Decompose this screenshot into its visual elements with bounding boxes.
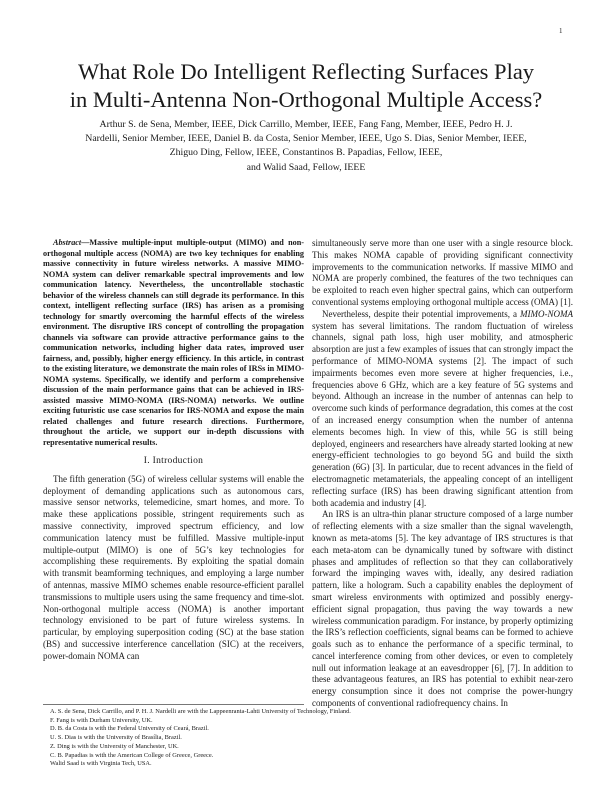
footnote-affiliation: A. S. de Sena, Dick Carrillo, and P. H. J. Nardelli are with the Lappeenranta-Lahti University of Technology, Finland.	[50, 708, 351, 715]
intro-paragraph-1-continued: simultaneously serve more than one user with a single resource block. This makes NOMA capable of providing significant connectivity improvements to the communication networks. If massive MIMO and NOMA are properly combined, the features of the two techniques can be exploited to reach even higher spectral gains, which can outperform conventional systems employing orthogonal multiple access (OMA) [1].	[312, 238, 573, 307]
paper-title	[40, 58, 572, 114]
para2-start: Nevertheless, despite their potential improvements, a	[322, 308, 520, 319]
left-column	[43, 238, 304, 663]
footnote-affiliation: U. S. Dias is with the University of Brasília, Brazil.	[50, 734, 182, 742]
footnote-affiliation: F. Fang is with Durham University, UK.	[50, 716, 153, 724]
title-line-2: in Multi-Antenna Non-Orthogonal Multiple Access?	[69, 87, 543, 112]
intro-paragraph-1: The fifth generation (5G) of wireless cellular systems will enable the deployment of demanding applications such as autonomous cars, massive sensor networks, telemedicine, smart homes, and more. To make these applications possible, stringent requirements such as massive connectivity, improved spectrum efficiency, and low communication latency must be fulfilled. Massive multiple-input multiple-output (MIMO) is one of 5G’s key technologies for accomplishing these requirements. By exploiting the spatial domain with transmit beamforming techniques, and employing a large number of antennas, massive MIMO schemes enable resource-efficient parallel transmissions to multiple users using the same frequency and time-slot. Non-orthogonal multiple access (NOMA) is another important technology envisioned to be part of future wireless systems. In particular, by employing superposition coding (SC) at the base station (BS) and successive interference cancellation (SIC) at the receivers, power-domain NOMA can	[43, 473, 304, 661]
abstract	[43, 238, 304, 448]
author-line-3: Zhiguo Ding, Fellow, IEEE, Constantinos B. Papadias, Fellow, IEEE,	[169, 147, 443, 159]
para2-rest: system has several limitations. The random fluctuation of wireless channels, signal path loss, high user mobility, and atmospheric absorption are just a few examples of issues that can strongly impact the performance of MIMO-NOMA systems [2]. The impact of such impairments becomes even more severe at higher frequencies, i.e., frequencies above 6 GHz, which are a key feature of 5G systems and beyond. Although an increase in the number of antennas can help to overcome such kinds of performance degradation, this comes at the cost of an increased energy consumption when the number of antenna elements becomes high. In view of this, while 5G is still being deployed, engineers and researchers have already started looking at new energy-efficient technologies to go beyond 5G and build the sixth generation (6G) [3]. In particular, due to recent advances in the field of electromagnetic metamaterials, the appealing concept of an intelligent reflecting surface (IRS) has been drawing significant attention from both academia and industry [4].	[312, 320, 573, 508]
author-line-2: Nardelli, Senior Member, IEEE, Daniel B. da Costa, Senior Member, IEEE, Ugo S. Dias, Senior Member, IEEE,	[85, 133, 527, 145]
footnote-affiliation: Z. Ding is with the University of Manchester, UK.	[50, 742, 179, 750]
footnote-affiliation: Walid Saad is with Virginia Tech, USA.	[50, 760, 152, 768]
abstract-text: —Massive multiple-input multiple-output (MIMO) and non-orthogonal multiple access (NOMA) are two key techniques for enabling massive connectivity in future wireless networks. A massive MIMO-NOMA system can deliver remarkable spectral improvements and low communication latency. Nevertheless, the uncontrollable stochastic behavior of the wireless channels can still degrade its performance. In this context, intelligent reflecting surface (IRS) has arisen as a promising technology for smartly overcoming the harmful effects of the wireless environment. The disruptive IRS concept of controlling the propagation channels via software can provide attractive performance gains to the communication networks, including higher data rates, improved user fairness, and, possibly, higher energy efficiency. In this article, in contrast to the existing literature, we demonstrate the main roles of IRSs in MIMO-NOMA systems. Specifically, we identify and perform a comprehensive discussion of the main performance gains that can be achieved in IRS-assisted massive MIMO-NOMA (IRS-NOMA) networks. We outline exciting futuristic use case scenarios for IRS-NOMA and expose the main related challenges and future research directions. Furthermore, throughout the article, we support our in-depth discussions with representative numerical results.	[43, 238, 304, 447]
para2-emphasis: MIMO-NOMA	[520, 308, 573, 319]
right-column	[312, 238, 573, 710]
footnote-rule	[43, 704, 304, 705]
abstract-label: Abstract	[53, 238, 82, 247]
author-list	[60, 118, 552, 175]
section-heading-introduction: I. Introduction	[143, 456, 204, 466]
author-line-4: and Walid Saad, Fellow, IEEE	[246, 161, 366, 173]
footnotes	[43, 704, 351, 769]
page-number: 1	[559, 27, 563, 35]
footnote-affiliation: D. B. da Costa is with the Federal University of Ceará, Brazil.	[50, 725, 209, 733]
author-line-1: Arthur S. de Sena, Member, IEEE, Dick Carrillo, Member, IEEE, Fang Fang, Member, IEEE, Pedro H. J.	[99, 119, 513, 130]
intro-paragraph-2	[312, 309, 573, 510]
intro-paragraph-3: An IRS is an ultra-thin planar structure composed of a large number of reflecting elements with a size smaller than the signal wavelength, known as meta-atoms [5]. The key advantage of IRS structures is that each meta-atom can be dynamically tuned by software with distinct phases and amplitudes of reflection so that they can collaboratively forward the impinging waves with, ideally, any desired radiation pattern, like a hologram. Such a capability enables the deployment of smart wireless environments with optimized and possibly energy-efficient signal propagation, thus paving the way towards a new wireless communication paradigm. For instance, by properly optimizing the IRS’s reflection coefficients, signal beams can be formed to achieve goals such as to enhance the performance of a specific terminal, to cancel interference coming from other devices, or even to completely null out information leakage at an eavesdropper [6], [7]. In addition to these advantageous features, an IRS has potential to exhibit near-zero energy consumption since it does not comprise the power-hungry components of conventional radiofrequency chains. In	[312, 509, 573, 709]
footnote-affiliation: C. B. Papadias is with the American College of Greece, Greece.	[50, 751, 214, 759]
title-line-1: What Role Do Intelligent Reflecting Surfaces Play	[77, 59, 535, 84]
